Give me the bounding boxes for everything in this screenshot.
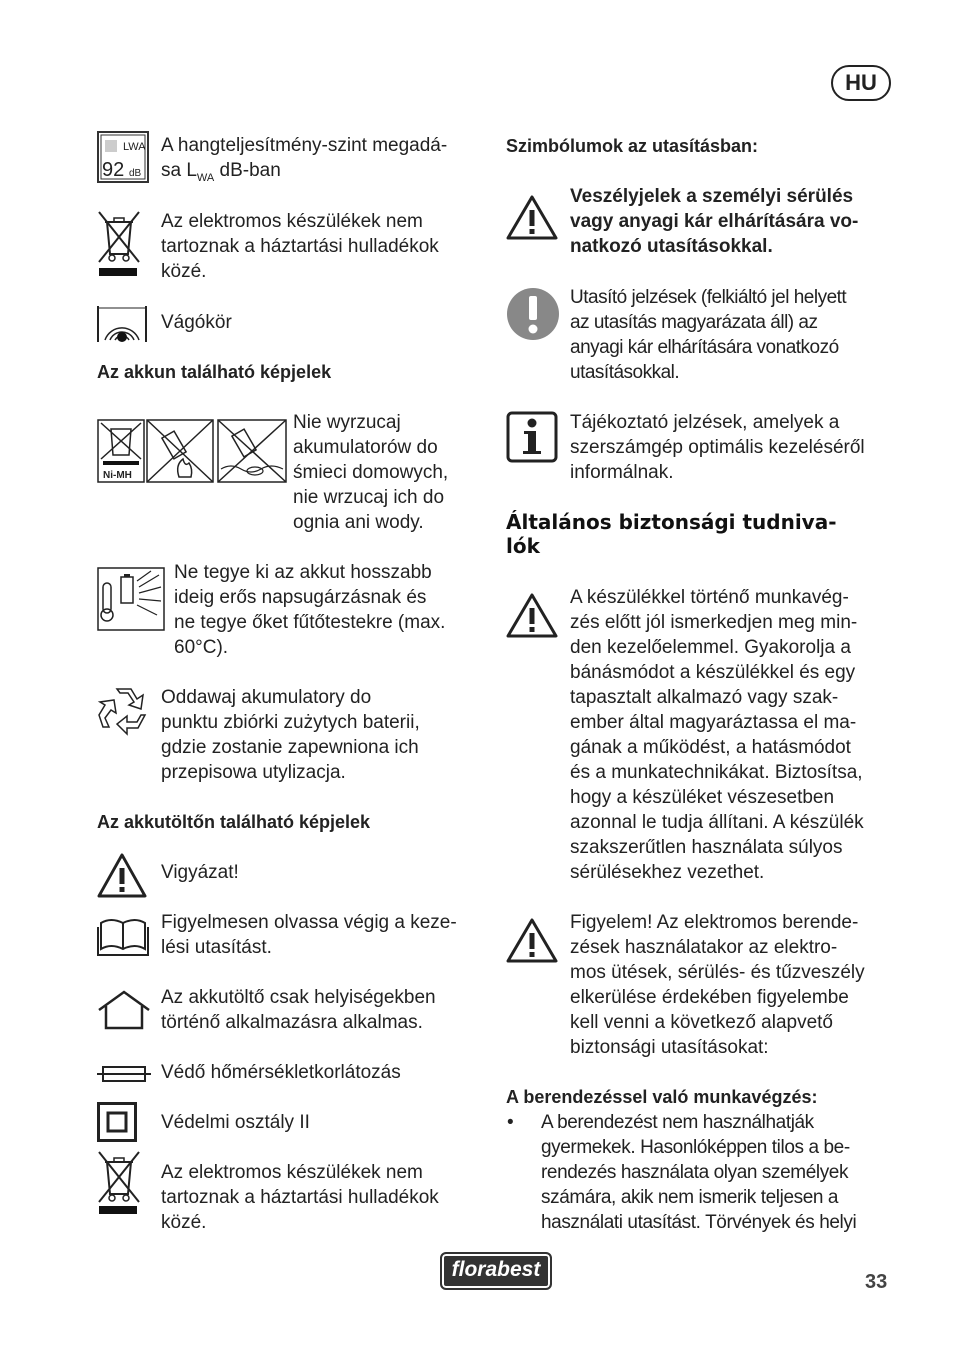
- db-value: 92: [102, 159, 125, 181]
- sun-heat-icon: [97, 567, 165, 631]
- battery-disposal-text: Nie wyrzucaj akumulatorów do śmieci domowych, nie wrzucaj ich do ognia ani wody.: [293, 412, 449, 533]
- general-text: A készülékkel történő munkavég- zés előtt jól ismerkedjen meg min- den kezelőelemmel. Gyakorolja a bánásmódot a készülékkel és egy tapasztalt alkalmazó vagy szak- ember által magyaráztassa el ma- gának a működést, a hatásmódot és a munkatechnikákat. Biztosítsa, hogy a készüléket vészesetben azonnal le tudja állítani. A készülék szakszerűtlen használata súlyos sérülésekhez vezethet.: [570, 587, 864, 883]
- exclamation-circle-icon: [506, 287, 560, 341]
- page-number: 33: [865, 1271, 888, 1293]
- weee-text-1: Az elektromos készülékek nem tartoznak a háztartási hulladékok közé.: [161, 211, 439, 282]
- db-unit: dB: [129, 168, 142, 179]
- indoor-use-house-icon: [97, 990, 151, 1030]
- indoor-use-text: Az akkutöltő csak helyiségekben történő alkalmazásra alkalmas.: [161, 987, 436, 1033]
- recycle-text: Oddawaj akumulatory do punktu zbiórki zużytych baterii, gdzie zostanie zapewniona ich przepisowa utylizacja.: [161, 687, 420, 783]
- crossed-bin-icon-2: [97, 1150, 141, 1220]
- info-text: Tájékoztató jelzések, amelyek a szerszámgép optimális kezeléséről informálnak.: [570, 412, 865, 483]
- info-icon: [506, 411, 558, 463]
- thermal-fuse-text: Védő hőmérsékletkorlátozás: [161, 1062, 401, 1083]
- nimh-label: Ni-MH: [103, 470, 132, 481]
- work-heading: A berendezéssel való munkavégzés:: [506, 1087, 818, 1107]
- section-title: Általános biztonsági tudniva- lók: [506, 510, 837, 558]
- thermal-fuse-icon: [97, 1064, 151, 1084]
- weee-text-2: Az elektromos készülékek nem tartoznak a háztartási hulladékok közé.: [161, 1162, 439, 1233]
- sound-power-text: A hangteljesítmény-szint megadá- sa $L_{WA}$ dB-ban: [161, 135, 448, 184]
- sun-heat-text: Ne tegye ki az akkut hosszabb ideig erős napsugárzásnak és ne tegye őket fűtőtestekre (max. 60°C).: [174, 562, 446, 658]
- protection-class-text: Védelmi osztály II: [161, 1112, 310, 1133]
- symbols-heading: Szimbólumok az utasításban:: [506, 136, 759, 156]
- read-manual-icon: [97, 915, 149, 957]
- recycle-icon: [97, 683, 151, 737]
- lwa-label: LWA: [123, 141, 146, 153]
- language-badge: HU: [831, 65, 891, 101]
- read-manual-text: Figyelmesen olvassa végig a keze- lési utasítást.: [161, 912, 457, 958]
- bullet-symbol: •: [507, 1112, 514, 1133]
- general-warning-icon: [506, 592, 558, 638]
- electric-warning-icon: [506, 917, 558, 963]
- brand-logo: florabest: [440, 1252, 552, 1290]
- cutting-circle-text: Vágókör: [161, 312, 232, 333]
- cutting-circle-icon: [97, 304, 147, 344]
- battery-disposal-icons: [97, 419, 287, 483]
- danger-text: Veszélyjelek a személyi sérülés vagy anyagi kár elhárítására vo- natkozó utasításokkal.: [570, 186, 859, 257]
- prohibit-text: Utasító jelzések (felkiáltó jel helyett az utasítás magyarázata áll) az anyagi kár elhárítására vonatkozó utasításokkal.: [570, 287, 847, 383]
- bullet-item-1: A berendezést nem használhatják gyermekek. Hasonlóképpen tilos a be- rendezés használata olyan személyek számára, akik nem ismerik teljesen a használati utasítást. Törvények és helyi: [541, 1112, 857, 1233]
- charger-symbols-heading: Az akkutöltőn található képjelek: [97, 812, 371, 832]
- warning-triangle-icon: [97, 852, 147, 898]
- akku-symbols-heading: Az akkun található képjelek: [97, 362, 332, 382]
- warning-text: Vigyázat!: [161, 862, 239, 883]
- protection-class-2-icon: [97, 1102, 137, 1142]
- sound-power-level-icon: [97, 131, 149, 183]
- danger-warning-icon: [506, 194, 558, 240]
- electric-text: Figyelem! Az elektromos berende- zések használatakor az elektro- mos ütések, sérülés- és tűzveszély elkerülése érdekében figyelembe kell venni a következő alapvető biztonsági utasításokat:: [570, 912, 865, 1058]
- crossed-bin-icon: [97, 210, 141, 280]
